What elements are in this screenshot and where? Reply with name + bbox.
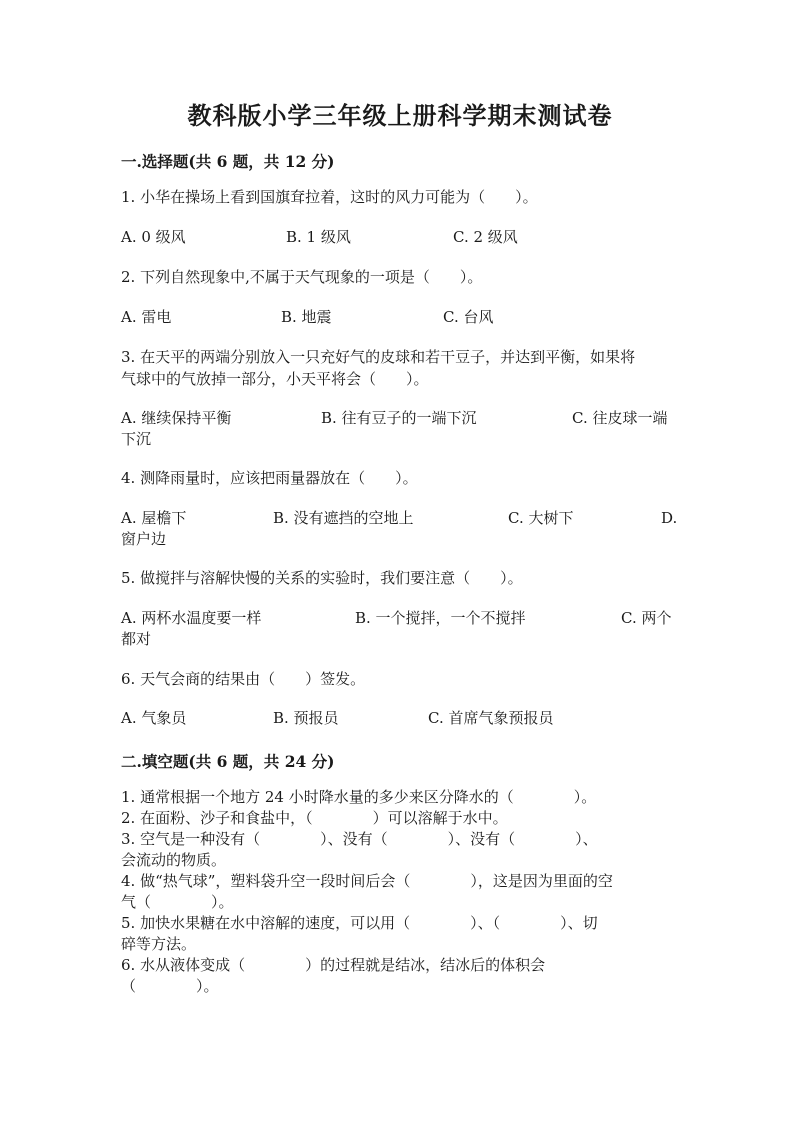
fill-line-5-cont: 碎等方法。 [121, 935, 197, 953]
question-2-option-c: C. 台风 [443, 308, 494, 326]
question-3-option-a: A. 继续保持平衡 [121, 409, 232, 427]
question-2: 2. 下列自然现象中,不属于天气现象的一项是（ ）。 [121, 268, 483, 286]
question-5-option-c-wrap: 都对 [121, 630, 152, 648]
section-heading-fill-in: 二.填空题(共 6 题，共 24 分) [121, 752, 335, 771]
question-6-option-b: B. 预报员 [273, 709, 339, 727]
fill-line-4: 4. 做“热气球”，塑料袋升空一段时间后会（ ），这是因为里面的空 [121, 872, 613, 890]
fill-line-5: 5. 加快水果糖在水中溶解的速度，可以用（ ）、（ ）、切 [121, 914, 598, 932]
question-4-option-c: C. 大树下 [508, 509, 574, 527]
fill-line-1: 1. 通常根据一个地方 24 小时降水量的多少来区分降水的（ ）。 [121, 788, 597, 806]
question-1-option-a: A. 0 级风 [121, 228, 186, 246]
fill-line-2: 2. 在面粉、沙子和食盐中，（ ）可以溶解于水中。 [121, 809, 508, 827]
question-6-option-c: C. 首席气象预报员 [428, 709, 554, 727]
question-2-option-a: A. 雷电 [121, 308, 172, 326]
question-4-option-b: B. 没有遮挡的空地上 [273, 509, 414, 527]
question-5-option-c: C. 两个 [621, 609, 672, 627]
question-4-option-d: D. [661, 509, 678, 527]
fill-line-6: 6. 水从液体变成（ ）的过程就是结冰，结冰后的体积会 [121, 956, 546, 974]
question-3-option-c: C. 往皮球一端 [572, 409, 668, 427]
question-6-option-a: A. 气象员 [121, 709, 187, 727]
question-3-line-1: 3. 在天平的两端分别放入一只充好气的皮球和若干豆子，并达到平衡，如果将 [121, 348, 636, 366]
question-4-option-d-wrap: 窗户边 [121, 530, 167, 548]
question-5-option-a: A. 两杯水温度要一样 [121, 609, 262, 627]
question-1: 1. 小华在操场上看到国旗耷拉着，这时的风力可能为（ ）。 [121, 188, 538, 206]
question-1-option-c: C. 2 级风 [453, 228, 518, 246]
section-heading-multiple-choice: 一.选择题(共 6 题，共 12 分) [121, 152, 335, 171]
exam-title: 教科版小学三年级上册科学期末测试卷 [187, 101, 613, 130]
fill-line-3: 3. 空气是一种没有（ ）、没有（ ）、没有（ ）、 [121, 830, 598, 848]
question-3-option-b: B. 往有豆子的一端下沉 [321, 409, 477, 427]
question-2-option-b: B. 地震 [281, 308, 332, 326]
fill-line-6-cont: （ ）。 [121, 977, 219, 995]
question-3-line-2: 气球中的气放掉一部分，小天平将会（ ）。 [121, 370, 429, 388]
question-4: 4. 测降雨量时，应该把雨量器放在（ ）。 [121, 469, 418, 487]
question-1-option-b: B. 1 级风 [286, 228, 351, 246]
question-5-option-b: B. 一个搅拌，一个不搅拌 [355, 609, 526, 627]
question-4-option-a: A. 屋檐下 [121, 509, 187, 527]
question-5: 5. 做搅拌与溶解快慢的关系的实验时，我们要注意（ ）。 [121, 569, 523, 587]
question-6: 6. 天气会商的结果由（ ）签发。 [121, 670, 366, 688]
fill-line-4-cont: 气（ ）。 [121, 893, 234, 911]
question-3-option-c-wrap: 下沉 [121, 430, 152, 448]
fill-line-3-cont: 会流动的物质。 [121, 851, 227, 869]
